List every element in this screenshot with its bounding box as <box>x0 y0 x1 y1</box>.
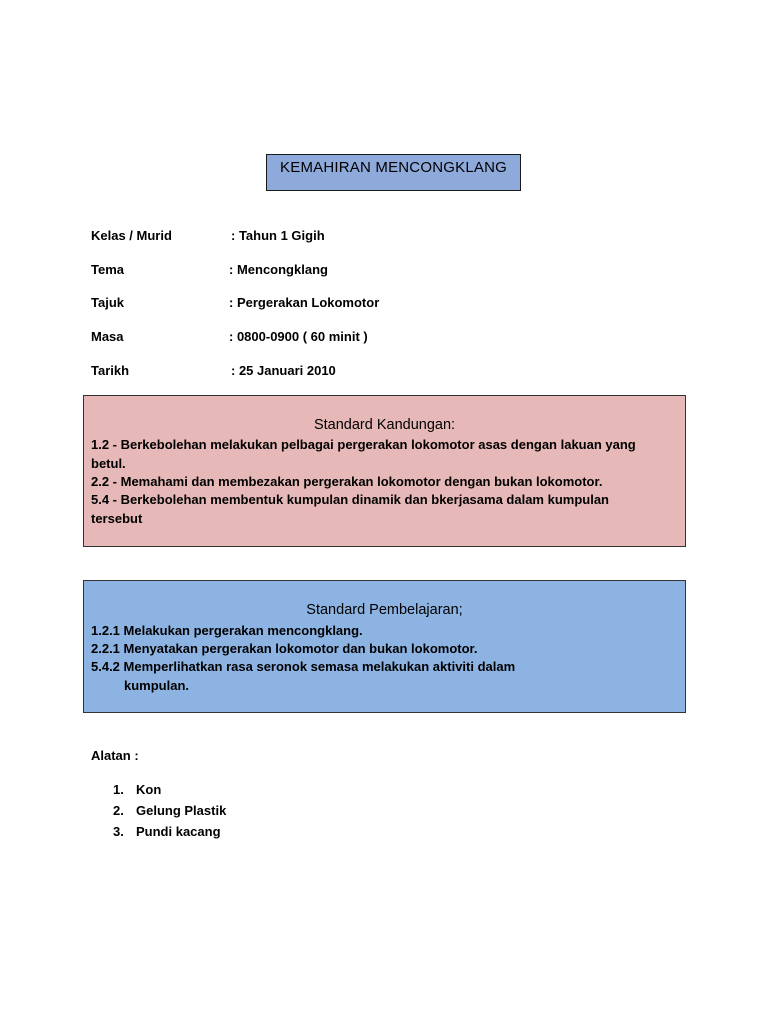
standard-pembelajaran-line: kumpulan. <box>124 678 190 693</box>
standard-pembelajaran-line: 2.2.1 Menyatakan pergerakan lokomotor dan bukan lokomotor. <box>91 641 478 656</box>
info-value: : 25 Januari 2010 <box>231 363 336 378</box>
info-label: Kelas / Murid <box>91 228 172 243</box>
standard-kandungan-line: 5.4 - Berkebolehan membentuk kumpulan dinamik dan bkerjasama dalam kumpulan <box>91 492 609 507</box>
standard-kandungan-line: betul. <box>91 456 126 471</box>
document-title: KEMAHIRAN MENCONGKLANG <box>280 159 507 176</box>
info-value: : Tahun 1 Gigih <box>231 228 325 243</box>
info-value: : 0800-0900 ( 60 minit ) <box>229 329 368 344</box>
list-item-text: Pundi kacang <box>136 824 221 839</box>
standard-pembelajaran-box <box>83 580 686 713</box>
info-label: Masa <box>91 329 124 344</box>
standard-kandungan-heading: Standard Kandungan: <box>313 417 456 433</box>
list-item-number: 1. <box>113 782 124 797</box>
standard-pembelajaran-line: 1.2.1 Melakukan pergerakan mencongklang. <box>91 623 363 638</box>
info-label: Tema <box>91 262 124 277</box>
document-title-box <box>266 154 521 191</box>
standard-kandungan-line: 1.2 - Berkebolehan melakukan pelbagai pergerakan lokomotor asas dengan lakuan yang <box>91 437 636 452</box>
alatan-label: Alatan : <box>91 748 139 763</box>
info-label: Tarikh <box>91 363 130 378</box>
standard-pembelajaran-heading: Standard Pembelajaran; <box>306 602 463 618</box>
info-value: : Mencongklang <box>229 262 328 277</box>
standard-kandungan-line: tersebut <box>91 511 143 526</box>
standard-kandungan-line: 2.2 - Memahami dan membezakan pergerakan lokomotor dengan bukan lokomotor. <box>91 474 603 489</box>
info-value: : Pergerakan Lokomotor <box>229 295 380 310</box>
info-label: Tajuk <box>91 295 124 310</box>
list-item-text: Gelung Plastik <box>136 803 227 818</box>
list-item-text: Kon <box>136 782 162 797</box>
list-item-number: 3. <box>113 824 124 839</box>
list-item-number: 2. <box>113 803 124 818</box>
standard-pembelajaran-line: 5.4.2 Memperlihatkan rasa seronok semasa melakukan aktiviti dalam <box>91 659 516 674</box>
standard-kandungan-box <box>83 395 686 547</box>
